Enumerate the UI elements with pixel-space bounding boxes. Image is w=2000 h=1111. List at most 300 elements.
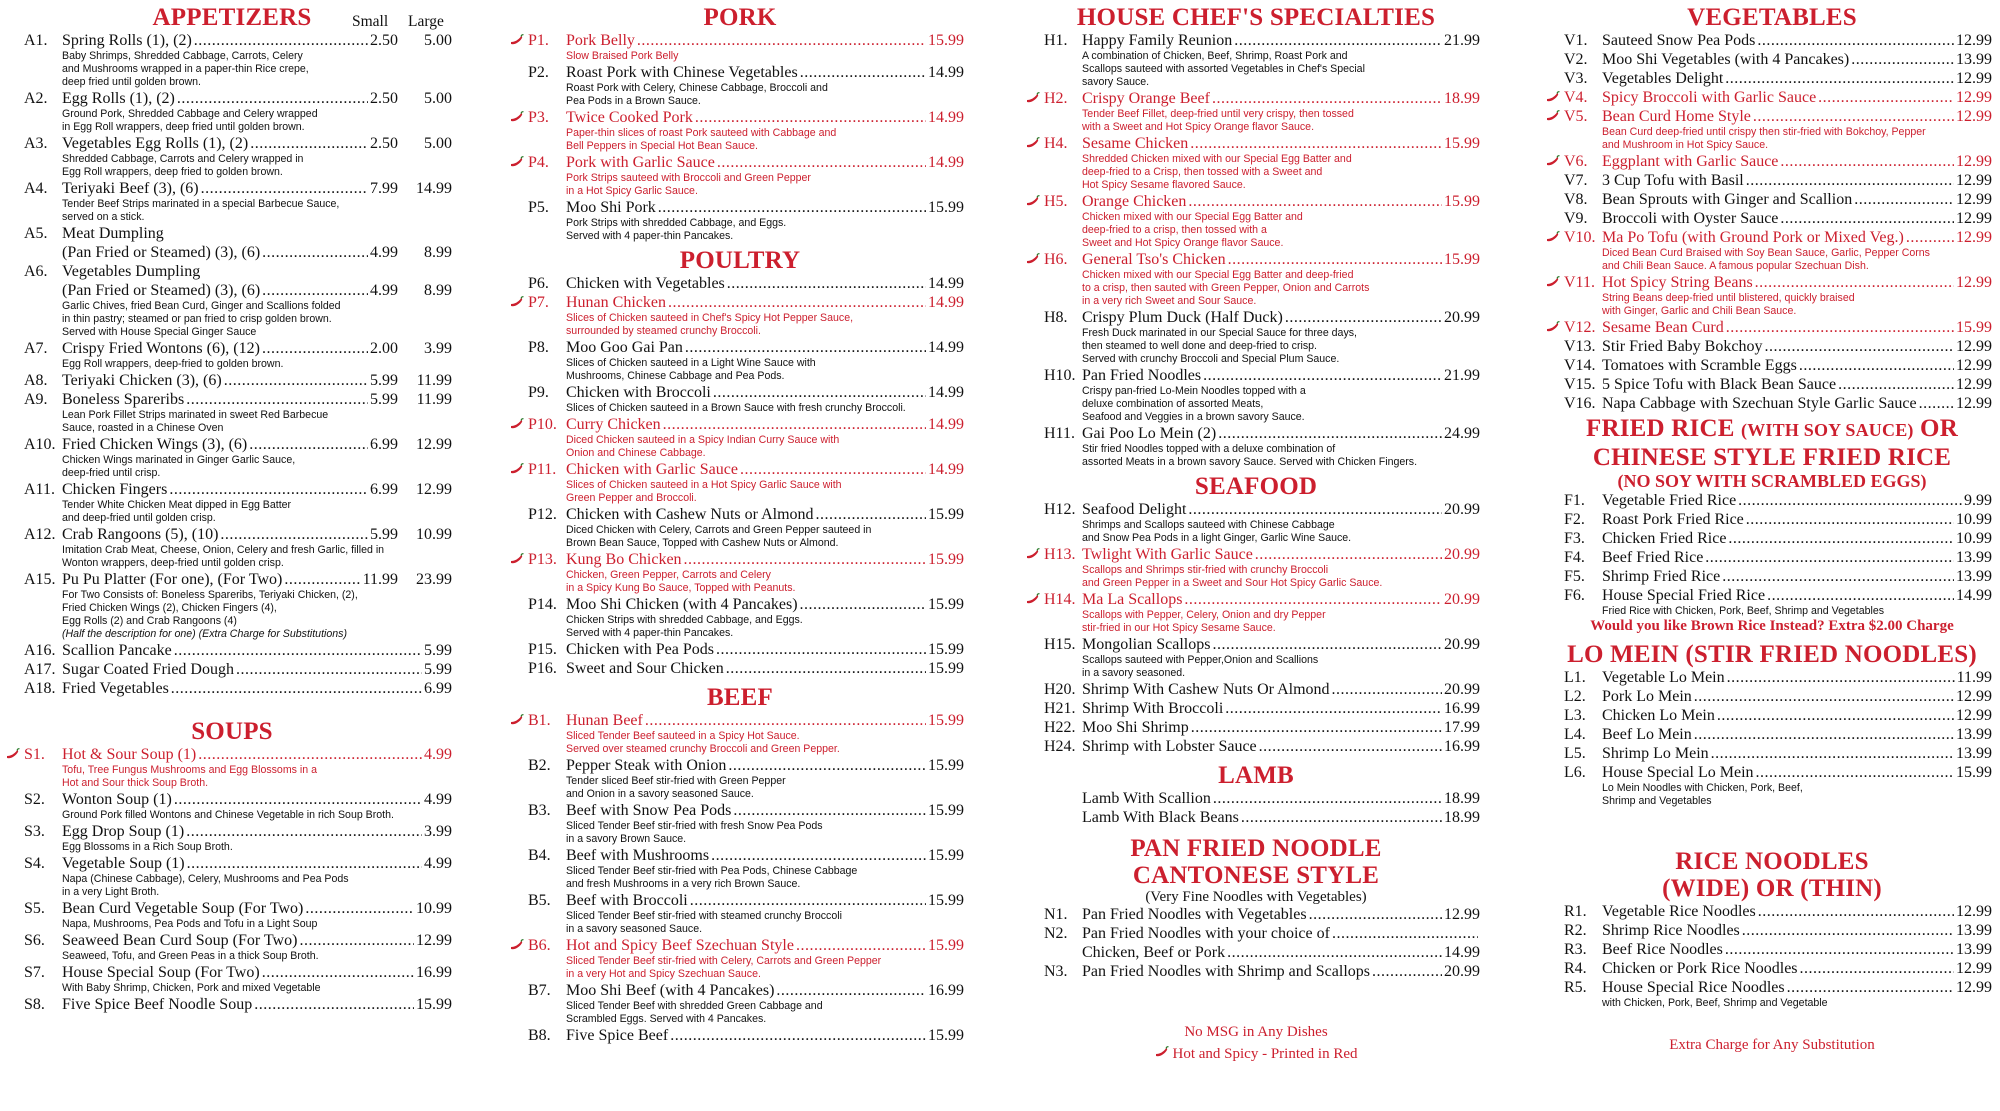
section-title: PORK	[703, 4, 777, 31]
item-code: H20.	[1044, 681, 1076, 698]
leader-dots	[728, 756, 926, 775]
item-description: Shredded Chicken mixed with our Special Egg Batter and	[1082, 153, 1352, 165]
item-row	[1602, 171, 1992, 190]
leader-dots	[1259, 737, 1442, 756]
menu-item	[516, 891, 964, 936]
item-row	[1602, 375, 1992, 394]
item-row	[566, 505, 964, 524]
menu-item	[12, 679, 452, 698]
item-row	[1602, 209, 1992, 228]
item-description: Egg Blossoms in a Rich Soup Broth.	[62, 841, 233, 853]
item-row	[1602, 228, 1992, 247]
leader-dots	[1758, 902, 1954, 921]
item-row	[566, 383, 964, 402]
item-name: Pork with Garlic Sauce	[566, 154, 715, 171]
item-name: Crab Rangoons (5), (10)	[62, 526, 219, 543]
item-code: V16.	[1564, 395, 1596, 412]
item-price: 20.99	[1444, 309, 1480, 326]
item-price: 16.99	[416, 964, 452, 981]
item-description: Tender White Chicken Meat dipped in Egg Batter	[62, 499, 292, 511]
leader-dots	[1919, 394, 1954, 413]
hot-spicy-note: Hot and Spicy - Printed in Red	[1172, 1046, 1358, 1062]
item-description: Diced Chicken with Celery, Carrots and Green Pepper sauteed in	[566, 524, 872, 536]
item-code: H2.	[1044, 90, 1068, 107]
item-description: Baby Shrimps, Shredded Cabbage, Carrots, Celery	[62, 50, 303, 62]
leader-dots	[1767, 586, 1954, 605]
section-title: SOUPS	[191, 718, 273, 745]
item-code: R2.	[1564, 922, 1587, 939]
item-row	[566, 338, 964, 357]
menu-item	[1552, 88, 1992, 107]
menu-section	[516, 684, 964, 1045]
item-price: 14.99	[1956, 587, 1992, 604]
item-code: R5.	[1564, 979, 1587, 996]
item-code: F3.	[1564, 530, 1585, 547]
item-price: 12.99	[1956, 338, 1992, 355]
menu-item	[516, 640, 964, 659]
item-row	[566, 595, 964, 614]
item-price: 12.99	[1956, 960, 1992, 977]
item-row	[1602, 273, 1992, 292]
item-subline: (Pan Fried or Steamed) (3), (6)	[62, 282, 261, 299]
item-row	[1082, 962, 1480, 981]
menu-column-4	[1552, 4, 1992, 1056]
item-description: Egg Roll wrappers, deep-fried to golden brown.	[62, 358, 284, 370]
item-description: Fried Chicken Wings (2), Chicken Fingers (4),	[62, 602, 277, 614]
item-price: 12.99	[1956, 70, 1992, 87]
item-name: House Special Lo Mein	[1602, 764, 1754, 781]
item-price: 12.99	[1956, 979, 1992, 996]
item-name: Twice Cooked Pork	[566, 109, 693, 126]
item-description: and Chili Bean Sauce. A famous popular Szechuan Dish.	[1602, 260, 1869, 272]
leader-dots	[1764, 337, 1954, 356]
menu-item	[1552, 529, 1992, 548]
item-name: Beef with Mushrooms	[566, 847, 710, 864]
item-name: House Special Soup (For Two)	[62, 964, 260, 981]
menu-item	[1552, 209, 1992, 228]
item-price: 9.99	[1964, 492, 1992, 509]
item-row	[1082, 737, 1480, 756]
item-code: N2.	[1044, 925, 1068, 942]
item-row	[62, 224, 452, 243]
leader-dots	[1228, 250, 1442, 269]
menu-item	[516, 108, 964, 153]
item-code: P4.	[528, 154, 549, 171]
item-price: 13.99	[1956, 922, 1992, 939]
item-code: F4.	[1564, 549, 1585, 566]
leader-dots	[1218, 424, 1442, 443]
item-code: H22.	[1044, 719, 1076, 736]
leader-dots	[1838, 375, 1954, 394]
price-large: 12.99	[416, 436, 452, 453]
item-price: 12.99	[1956, 688, 1992, 705]
menu-item	[1552, 978, 1992, 1010]
leader-dots	[1854, 190, 1954, 209]
menu-section	[1552, 641, 1992, 808]
item-row	[566, 846, 964, 865]
item-description: served on a stick.	[62, 211, 145, 223]
item-description: Tender Beef Strips marinated in a special Barbecue Sauce,	[62, 198, 340, 210]
menu-item	[516, 659, 964, 678]
item-name: Boneless Spareribs	[62, 391, 185, 408]
item-name: Teriyaki Beef (3), (6)	[62, 180, 199, 197]
item-name: Pork Belly	[566, 32, 635, 49]
leader-dots	[1332, 680, 1442, 699]
chili-pepper-icon	[1026, 137, 1040, 149]
item-subline-row	[62, 243, 452, 262]
item-row	[62, 179, 452, 198]
item-description: Pea Pods in a Brown Sauce.	[566, 95, 701, 107]
item-description: and Mushrooms wrapped in a paper-thin Rice crepe,	[62, 63, 309, 75]
item-description: Garlic Chives, fried Bean Curd, Ginger and Scallions folded	[62, 300, 341, 312]
item-row	[1602, 510, 1992, 529]
item-row	[1602, 394, 1992, 413]
leader-dots	[663, 415, 926, 434]
item-description: in thin pastry; steamed or pan fried to crisp golden brown.	[62, 313, 332, 325]
menu-item	[516, 981, 964, 1026]
item-row	[1602, 548, 1992, 567]
menu-item	[12, 854, 452, 899]
item-code: P2.	[528, 64, 549, 81]
item-row	[1602, 959, 1992, 978]
section-title: LO MEIN (STIR FRIED NOODLES)	[1567, 641, 1977, 668]
chili-pepper-icon	[1026, 253, 1040, 265]
item-row	[62, 679, 452, 698]
item-row	[1082, 635, 1480, 654]
item-name: Moo Shi Beef (with 4 Pancakes)	[566, 982, 775, 999]
item-description: Bean Curd deep-fried until crispy then stir-fried with Bokchoy, Pepper	[1602, 126, 1926, 138]
item-price: 15.99	[1956, 764, 1992, 781]
item-code: A10.	[24, 436, 56, 453]
leader-dots	[716, 640, 926, 659]
price-large: 3.99	[424, 340, 452, 357]
item-description: Crispy pan-fried Lo-Mein Noodles topped with a	[1082, 385, 1306, 397]
leader-dots	[796, 936, 926, 955]
item-price: 12.99	[1956, 274, 1992, 291]
menu-item	[1032, 680, 1480, 699]
item-price: 14.99	[1444, 944, 1480, 961]
menu-item	[1552, 744, 1992, 763]
item-code: N3.	[1044, 963, 1068, 980]
price-small: 4.99	[370, 244, 398, 261]
item-code: S3.	[24, 823, 45, 840]
item-description: Imitation Crab Meat, Cheese, Onion, Celery and fresh Garlic, filled in	[62, 544, 385, 556]
price-large: 14.99	[416, 180, 452, 197]
item-description: Shrimp and Vegetables	[1602, 795, 1712, 807]
menu-item	[1552, 706, 1992, 725]
item-code: P12.	[528, 506, 557, 523]
section-note: (Very Fine Noodles with Vegetables)	[1145, 889, 1367, 905]
menu-item	[12, 339, 452, 371]
item-code: H12.	[1044, 501, 1076, 518]
item-price: 10.99	[416, 900, 452, 917]
leader-dots	[1753, 107, 1954, 126]
item-description: with Ginger, Garlic and Chili Bean Sauce.	[1602, 305, 1797, 317]
item-name: Bean Curd Vegetable Soup (For Two)	[62, 900, 304, 917]
item-code: P8.	[528, 339, 549, 356]
chili-pepper-icon	[510, 939, 524, 951]
item-price: 14.99	[928, 416, 964, 433]
leader-dots	[1241, 808, 1442, 827]
menu-item	[1552, 921, 1992, 940]
item-description: Wonton wrappers, deep-fried until golden crisp.	[62, 557, 284, 569]
item-code: A9.	[24, 391, 48, 408]
item-price: 12.99	[1956, 903, 1992, 920]
menu-item	[1032, 500, 1480, 545]
item-description: Slices of Chicken sauteed in a Hot Spicy Garlic Sauce with	[566, 479, 842, 491]
menu-item	[1552, 152, 1992, 171]
menu-item	[12, 525, 452, 570]
leader-dots	[800, 595, 926, 614]
menu-item	[1032, 635, 1480, 680]
price-large: 5.00	[424, 135, 452, 152]
item-description: in a Hot Spicy Garlic Sauce.	[566, 185, 698, 197]
item-code: V11.	[1564, 274, 1595, 291]
price-small: 5.99	[370, 391, 398, 408]
item-code: S1.	[24, 746, 45, 763]
item-description: Egg Rolls (2) and Crab Rangoons (4)	[62, 615, 237, 627]
item-code: H15.	[1044, 636, 1076, 653]
item-code: A7.	[24, 340, 48, 357]
item-name: House Special Rice Noodles	[1602, 979, 1785, 996]
item-name: Twlight With Garlic Sauce	[1082, 546, 1253, 563]
menu-item	[1552, 668, 1992, 687]
item-code: B6.	[528, 937, 551, 954]
item-name: Hot & Sour Soup (1)	[62, 746, 197, 763]
item-description: Chicken mixed with our Special Egg Batter and	[1082, 211, 1303, 223]
item-price: 12.99	[1956, 376, 1992, 393]
item-row	[62, 854, 452, 873]
menu-item	[516, 460, 964, 505]
menu-section	[12, 4, 452, 698]
item-description: Chicken, Green Pepper, Carrots and Celery	[566, 569, 771, 581]
item-row	[62, 790, 452, 809]
menu-item	[516, 338, 964, 383]
item-name: Sweet and Sour Chicken	[566, 660, 724, 677]
item-row	[1082, 699, 1480, 718]
item-name: Orange Chicken	[1082, 193, 1187, 210]
item-name: Moo Shi Pork	[566, 199, 656, 216]
item-row	[566, 550, 964, 569]
item-name: Chicken Fried Rice	[1602, 530, 1727, 547]
item-description: Pork Strips sauteed with Broccoli and Green Pepper	[566, 172, 811, 184]
item-row	[566, 891, 964, 910]
leader-dots	[1188, 192, 1442, 211]
item-name: Sauteed Snow Pea Pods	[1602, 32, 1756, 49]
menu-item	[1552, 318, 1992, 337]
leader-dots	[727, 274, 926, 293]
item-code: B1.	[528, 712, 551, 729]
item-description: Sliced Tender Beef with shredded Green Cabbage and	[566, 1000, 823, 1012]
menu-item	[1552, 337, 1992, 356]
leader-dots	[1190, 134, 1442, 153]
section-footer-note: Would you like Brown Rice Instead? Extra $2.00 Charge	[1590, 618, 1954, 634]
item-row	[1082, 89, 1480, 108]
item-description: Tender Beef Fillet, deep-fried until very crispy, then tossed	[1082, 108, 1354, 120]
item-name: Shrimp Fried Rice	[1602, 568, 1721, 585]
item-price: 12.99	[1956, 395, 1992, 412]
section-title: HOUSE CHEF'S SPECIALTIES	[1076, 4, 1436, 31]
no-msg-note: No MSG in Any Dishes	[1184, 1024, 1328, 1040]
section-title	[1552, 415, 1992, 444]
chili-pepper-icon	[510, 111, 524, 123]
item-code: H11.	[1044, 425, 1075, 442]
item-row	[1602, 668, 1992, 687]
item-code: H5.	[1044, 193, 1068, 210]
item-code: B3.	[528, 802, 551, 819]
item-row	[1602, 940, 1992, 959]
menu-item	[1032, 192, 1480, 250]
price-large: 12.99	[416, 481, 452, 498]
item-name: Hot Spicy String Beans	[1602, 274, 1753, 291]
leader-dots	[254, 995, 414, 1014]
menu-item	[1552, 959, 1992, 978]
leader-dots	[236, 660, 422, 679]
menu-item	[12, 435, 452, 480]
item-name: Napa Cabbage with Szechuan Style Garlic Sauce	[1602, 395, 1917, 412]
item-code: V9.	[1564, 210, 1588, 227]
item-row	[1602, 31, 1992, 50]
leader-dots	[174, 641, 422, 660]
item-price: 18.99	[1444, 790, 1480, 807]
item-code: F6.	[1564, 587, 1585, 604]
leader-dots	[249, 435, 368, 454]
item-price: 12.99	[1956, 32, 1992, 49]
item-row	[62, 963, 452, 982]
item-price: 6.99	[424, 680, 452, 697]
price-small: 2.50	[370, 90, 398, 107]
item-name: Chicken Lo Mein	[1602, 707, 1715, 724]
item-row	[1602, 356, 1992, 375]
section-title-main: FRIED RICE	[1586, 415, 1735, 442]
item-code: V5.	[1564, 108, 1588, 125]
item-name: Ma Po Tofu (with Ground Pork or Mixed Veg.)	[1602, 229, 1904, 246]
item-description: deep-fried to a Crisp, then tossed with a Sweet and	[1082, 166, 1323, 178]
menu-item	[1552, 31, 1992, 50]
leader-dots	[690, 891, 926, 910]
menu-item	[1032, 89, 1480, 134]
section-footer-note: Extra Charge for Any Substitution	[1669, 1037, 1875, 1053]
item-description: then steamed to well done and deep-fried to crisp.	[1082, 340, 1317, 352]
leader-dots	[1726, 318, 1954, 337]
item-description: Sliced Tender Beef stir-fried with Celery, Carrots and Green Pepper	[566, 955, 882, 967]
item-description: Served with House Special Ginger Sauce	[62, 326, 257, 338]
menu-item	[12, 224, 452, 262]
item-code: A18.	[24, 680, 56, 697]
item-price: 15.99	[928, 712, 964, 729]
item-price: 15.99	[416, 996, 452, 1013]
item-name: Crispy Orange Beef	[1082, 90, 1210, 107]
chili-pepper-icon	[1546, 231, 1560, 243]
item-description: with a Sweet and Hot Spicy Orange flavor Sauce.	[1082, 121, 1315, 133]
item-code: H4.	[1044, 135, 1068, 152]
item-row	[1602, 152, 1992, 171]
leader-dots	[1851, 50, 1954, 69]
menu-item	[516, 801, 964, 846]
chili-pepper-icon	[510, 463, 524, 475]
price-small: 2.50	[370, 135, 398, 152]
item-price: 5.99	[424, 661, 452, 678]
item-description: Pork Strips with shredded Cabbage, and Eggs.	[566, 217, 787, 229]
leader-dots	[695, 108, 926, 127]
item-price: 15.99	[928, 1027, 964, 1044]
item-row	[62, 134, 452, 153]
item-name: Crispy Fried Wontons (6), (12)	[62, 340, 260, 357]
item-name: Beef Lo Mein	[1602, 726, 1692, 743]
item-description: savory Sauce.	[1082, 76, 1150, 88]
item-code: V10.	[1564, 229, 1596, 246]
item-name: Egg Rolls (1), (2)	[62, 90, 175, 107]
item-code: A6.	[24, 263, 48, 280]
item-name: Chicken Fingers	[62, 481, 168, 498]
menu-item	[1032, 366, 1480, 424]
leader-dots	[1818, 88, 1954, 107]
menu-item	[1552, 902, 1992, 921]
menu-item	[516, 505, 964, 550]
item-price: 12.99	[1956, 108, 1992, 125]
item-price: 13.99	[1956, 941, 1992, 958]
menu-item	[12, 480, 452, 525]
item-code: S7.	[24, 964, 45, 981]
item-row	[566, 460, 964, 479]
leader-dots	[186, 822, 422, 841]
leader-dots	[1255, 545, 1442, 564]
leader-dots	[1756, 763, 1954, 782]
item-row	[1602, 921, 1992, 940]
leader-dots	[169, 480, 368, 499]
menu-item	[516, 595, 964, 640]
item-name: Spicy Broccoli with Garlic Sauce	[1602, 89, 1817, 106]
item-price: 24.99	[1444, 425, 1480, 442]
price-small: 2.50	[370, 32, 398, 49]
leader-dots	[1188, 500, 1442, 519]
item-price: 15.99	[928, 892, 964, 909]
item-name: Scallion Pancake	[62, 642, 172, 659]
item-description: Scrambled Eggs. Served with 4 Pancakes.	[566, 1013, 767, 1025]
chili-pepper-icon	[1546, 276, 1560, 288]
item-name: Tomatoes with Scramble Eggs	[1602, 357, 1797, 374]
menu-section	[516, 4, 964, 243]
item-name: Fried Chicken Wings (3), (6)	[62, 436, 248, 453]
item-row	[1602, 706, 1992, 725]
menu-item	[1032, 250, 1480, 308]
item-name: Curry Chicken	[566, 416, 661, 433]
leader-dots	[1742, 921, 1954, 940]
leader-dots	[171, 679, 422, 698]
leader-dots	[726, 659, 926, 678]
leader-dots	[670, 1026, 926, 1045]
item-price: 12.99	[416, 932, 452, 949]
item-name: Fried Vegetables	[62, 680, 169, 697]
item-code: L4.	[1564, 726, 1586, 743]
item-price: 15.99	[928, 596, 964, 613]
menu-item	[12, 931, 452, 963]
leader-dots	[305, 899, 414, 918]
price-large: 8.99	[424, 244, 452, 261]
menu-item	[516, 274, 964, 293]
leader-dots	[1780, 209, 1954, 228]
section-title: RICE NOODLES	[1675, 848, 1869, 875]
item-name: Five Spice Beef	[566, 1027, 669, 1044]
item-name: Beef Fried Rice	[1602, 549, 1704, 566]
item-price: 10.99	[1956, 530, 1992, 547]
item-name: Bean Sprouts with Ginger and Scallion	[1602, 191, 1853, 208]
section-title: VEGETABLES	[1687, 4, 1857, 31]
menu-item	[1552, 228, 1992, 273]
item-name: Moo Shi Shrimp	[1082, 719, 1189, 736]
item-code: P1.	[528, 32, 549, 49]
price-small: 5.99	[370, 372, 398, 389]
